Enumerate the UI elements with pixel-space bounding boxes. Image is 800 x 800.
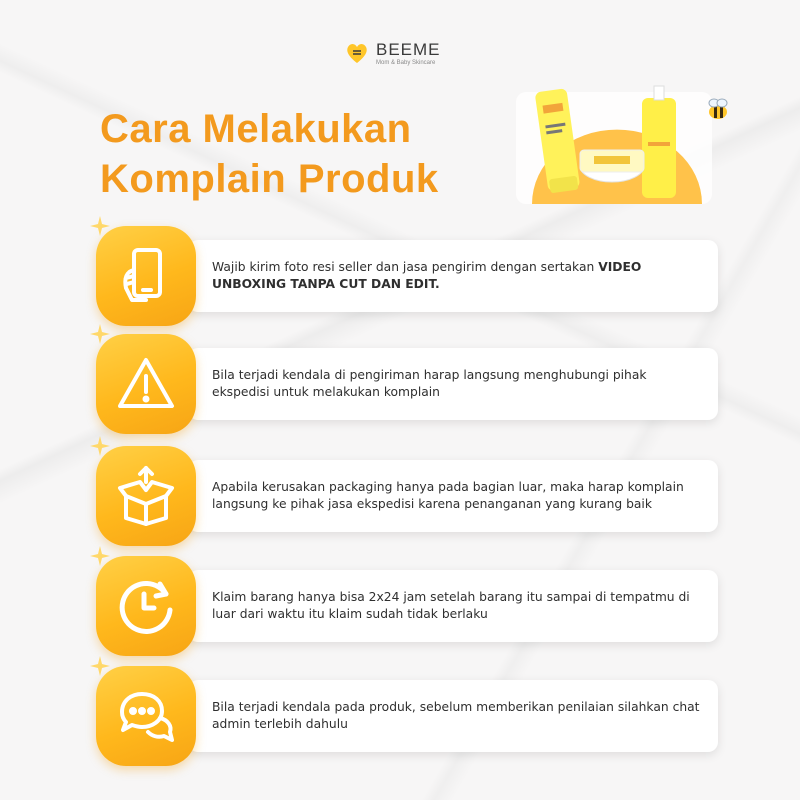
- sparkle-icon: [90, 436, 110, 456]
- clock-icon: [114, 574, 178, 638]
- step-badge: [96, 446, 196, 546]
- phone-hand-icon: [114, 244, 178, 308]
- step-bold-text: VIDEO UNBOXING TANPA CUT DAN EDIT.: [212, 260, 642, 291]
- package-icon: [114, 464, 178, 528]
- sparkle-icon: [90, 324, 110, 344]
- step-text: Apabila kerusakan packaging hanya pada bagian luar, maka harap komplain langsung ke pihak jasa ekspedisi karena penanganan yang kurang baik: [212, 480, 684, 511]
- step-text: Bila terjadi kendala di pengiriman harap langsung menghubungi pihak ekspedisi untuk melakukan komplain: [212, 368, 647, 399]
- step-badge: [96, 556, 196, 656]
- bee-icon: [704, 96, 732, 124]
- sparkle-icon: [90, 216, 110, 236]
- step-card: [188, 460, 718, 532]
- step-1: [96, 222, 726, 322]
- step-text: Klaim barang hanya bisa 2x24 jam setelah barang itu sampai di tempatmu di luar dari waktu itu klaim sudah tidak berlaku: [212, 590, 690, 621]
- title-line-2: Komplain Produk: [100, 157, 439, 201]
- step-card: [188, 348, 718, 420]
- page-title: [100, 104, 439, 204]
- warning-icon: [114, 352, 178, 416]
- sparkle-icon: [90, 656, 110, 676]
- step-badge: [96, 666, 196, 766]
- step-badge: [96, 334, 196, 434]
- step-3: [96, 442, 726, 542]
- step-text: Bila terjadi kendala pada produk, sebelum memberikan penilaian silahkan chat admin terlebih dahulu: [212, 700, 700, 731]
- step-2: [96, 330, 726, 430]
- step-card: [188, 680, 718, 752]
- heart-logo-icon: [344, 40, 370, 66]
- step-4: [96, 552, 726, 652]
- step-text: Wajib kirim foto resi seller dan jasa pengirim dengan sertakan VIDEO UNBOXING TANPA CUT DAN EDIT.: [212, 260, 642, 291]
- step-5: [96, 662, 726, 762]
- brand-tagline: Mom & Baby Skincare: [376, 59, 436, 66]
- step-card: [188, 570, 718, 642]
- step-card: [188, 240, 718, 312]
- title-line-1: Cara Melakukan: [100, 107, 412, 151]
- product-image: [512, 84, 722, 208]
- brand-logo: [344, 40, 441, 66]
- sparkle-icon: [90, 546, 110, 566]
- step-badge: [96, 226, 196, 326]
- chat-icon: [114, 684, 178, 748]
- brand-name: BEEME: [376, 39, 441, 59]
